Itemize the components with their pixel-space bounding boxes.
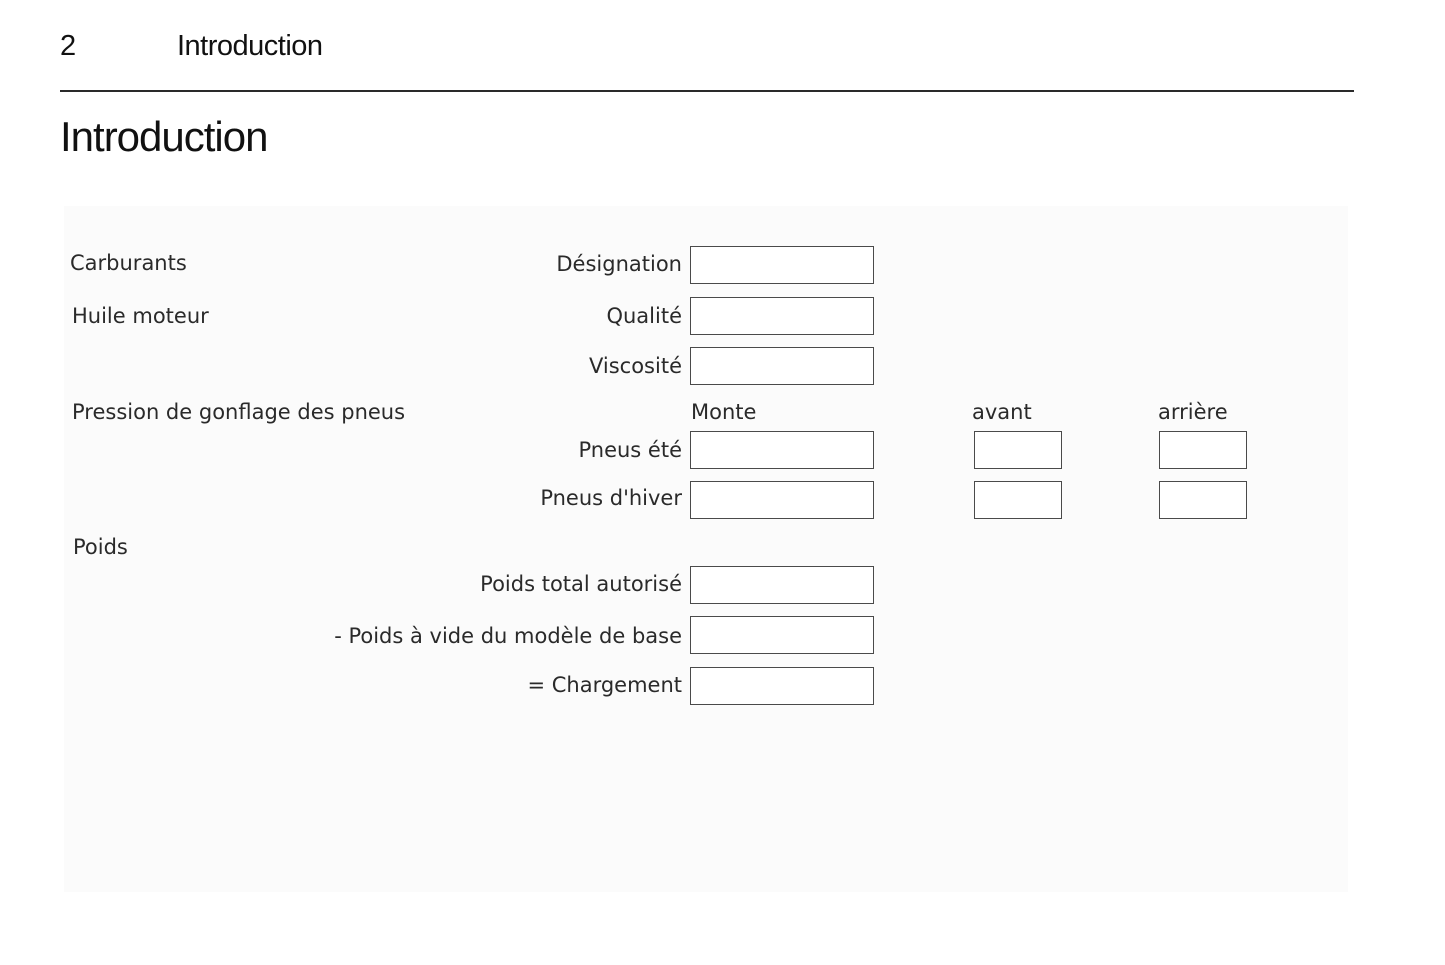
front-column-header: avant — [972, 400, 1032, 424]
kerb-weight-label: - Poids à vide du modèle de base — [334, 624, 682, 648]
page-title: Introduction — [60, 113, 268, 160]
viscosity-field[interactable] — [690, 347, 874, 385]
page-number: 2 — [60, 30, 76, 62]
header-rule — [60, 90, 1354, 92]
payload-label: = Chargement — [527, 673, 682, 697]
vehicle-data-form — [64, 206, 1348, 892]
designation-field[interactable] — [690, 246, 874, 284]
quality-field[interactable] — [690, 297, 874, 335]
gross-weight-label: Poids total autorisé — [480, 572, 682, 596]
gross-weight-field[interactable] — [690, 566, 874, 604]
tyre-pressure-section-label: Pression de gonflage des pneus — [72, 400, 406, 424]
designation-label: Désignation — [556, 252, 682, 276]
fuels-section-label: Carburants — [70, 251, 187, 275]
tyre-size-column-header: Monte — [691, 400, 757, 424]
kerb-weight-field[interactable] — [690, 616, 874, 654]
summer-tyres-rear-field[interactable] — [1159, 431, 1247, 469]
rear-column-header: arrière — [1158, 400, 1228, 424]
viscosity-label: Viscosité — [588, 354, 682, 378]
summer-tyres-size-field[interactable] — [690, 431, 874, 469]
summer-tyres-front-field[interactable] — [974, 431, 1062, 469]
winter-tyres-size-field[interactable] — [690, 481, 874, 519]
winter-tyres-front-field[interactable] — [974, 481, 1062, 519]
summer-tyres-label: Pneus été — [578, 438, 682, 462]
engine-oil-section-label: Huile moteur — [72, 304, 209, 328]
running-head: Introduction — [177, 30, 323, 62]
payload-field[interactable] — [690, 667, 874, 705]
quality-label: Qualité — [606, 304, 682, 328]
winter-tyres-label: Pneus d'hiver — [540, 486, 682, 510]
winter-tyres-rear-field[interactable] — [1159, 481, 1247, 519]
weight-section-label: Poids — [73, 535, 128, 559]
